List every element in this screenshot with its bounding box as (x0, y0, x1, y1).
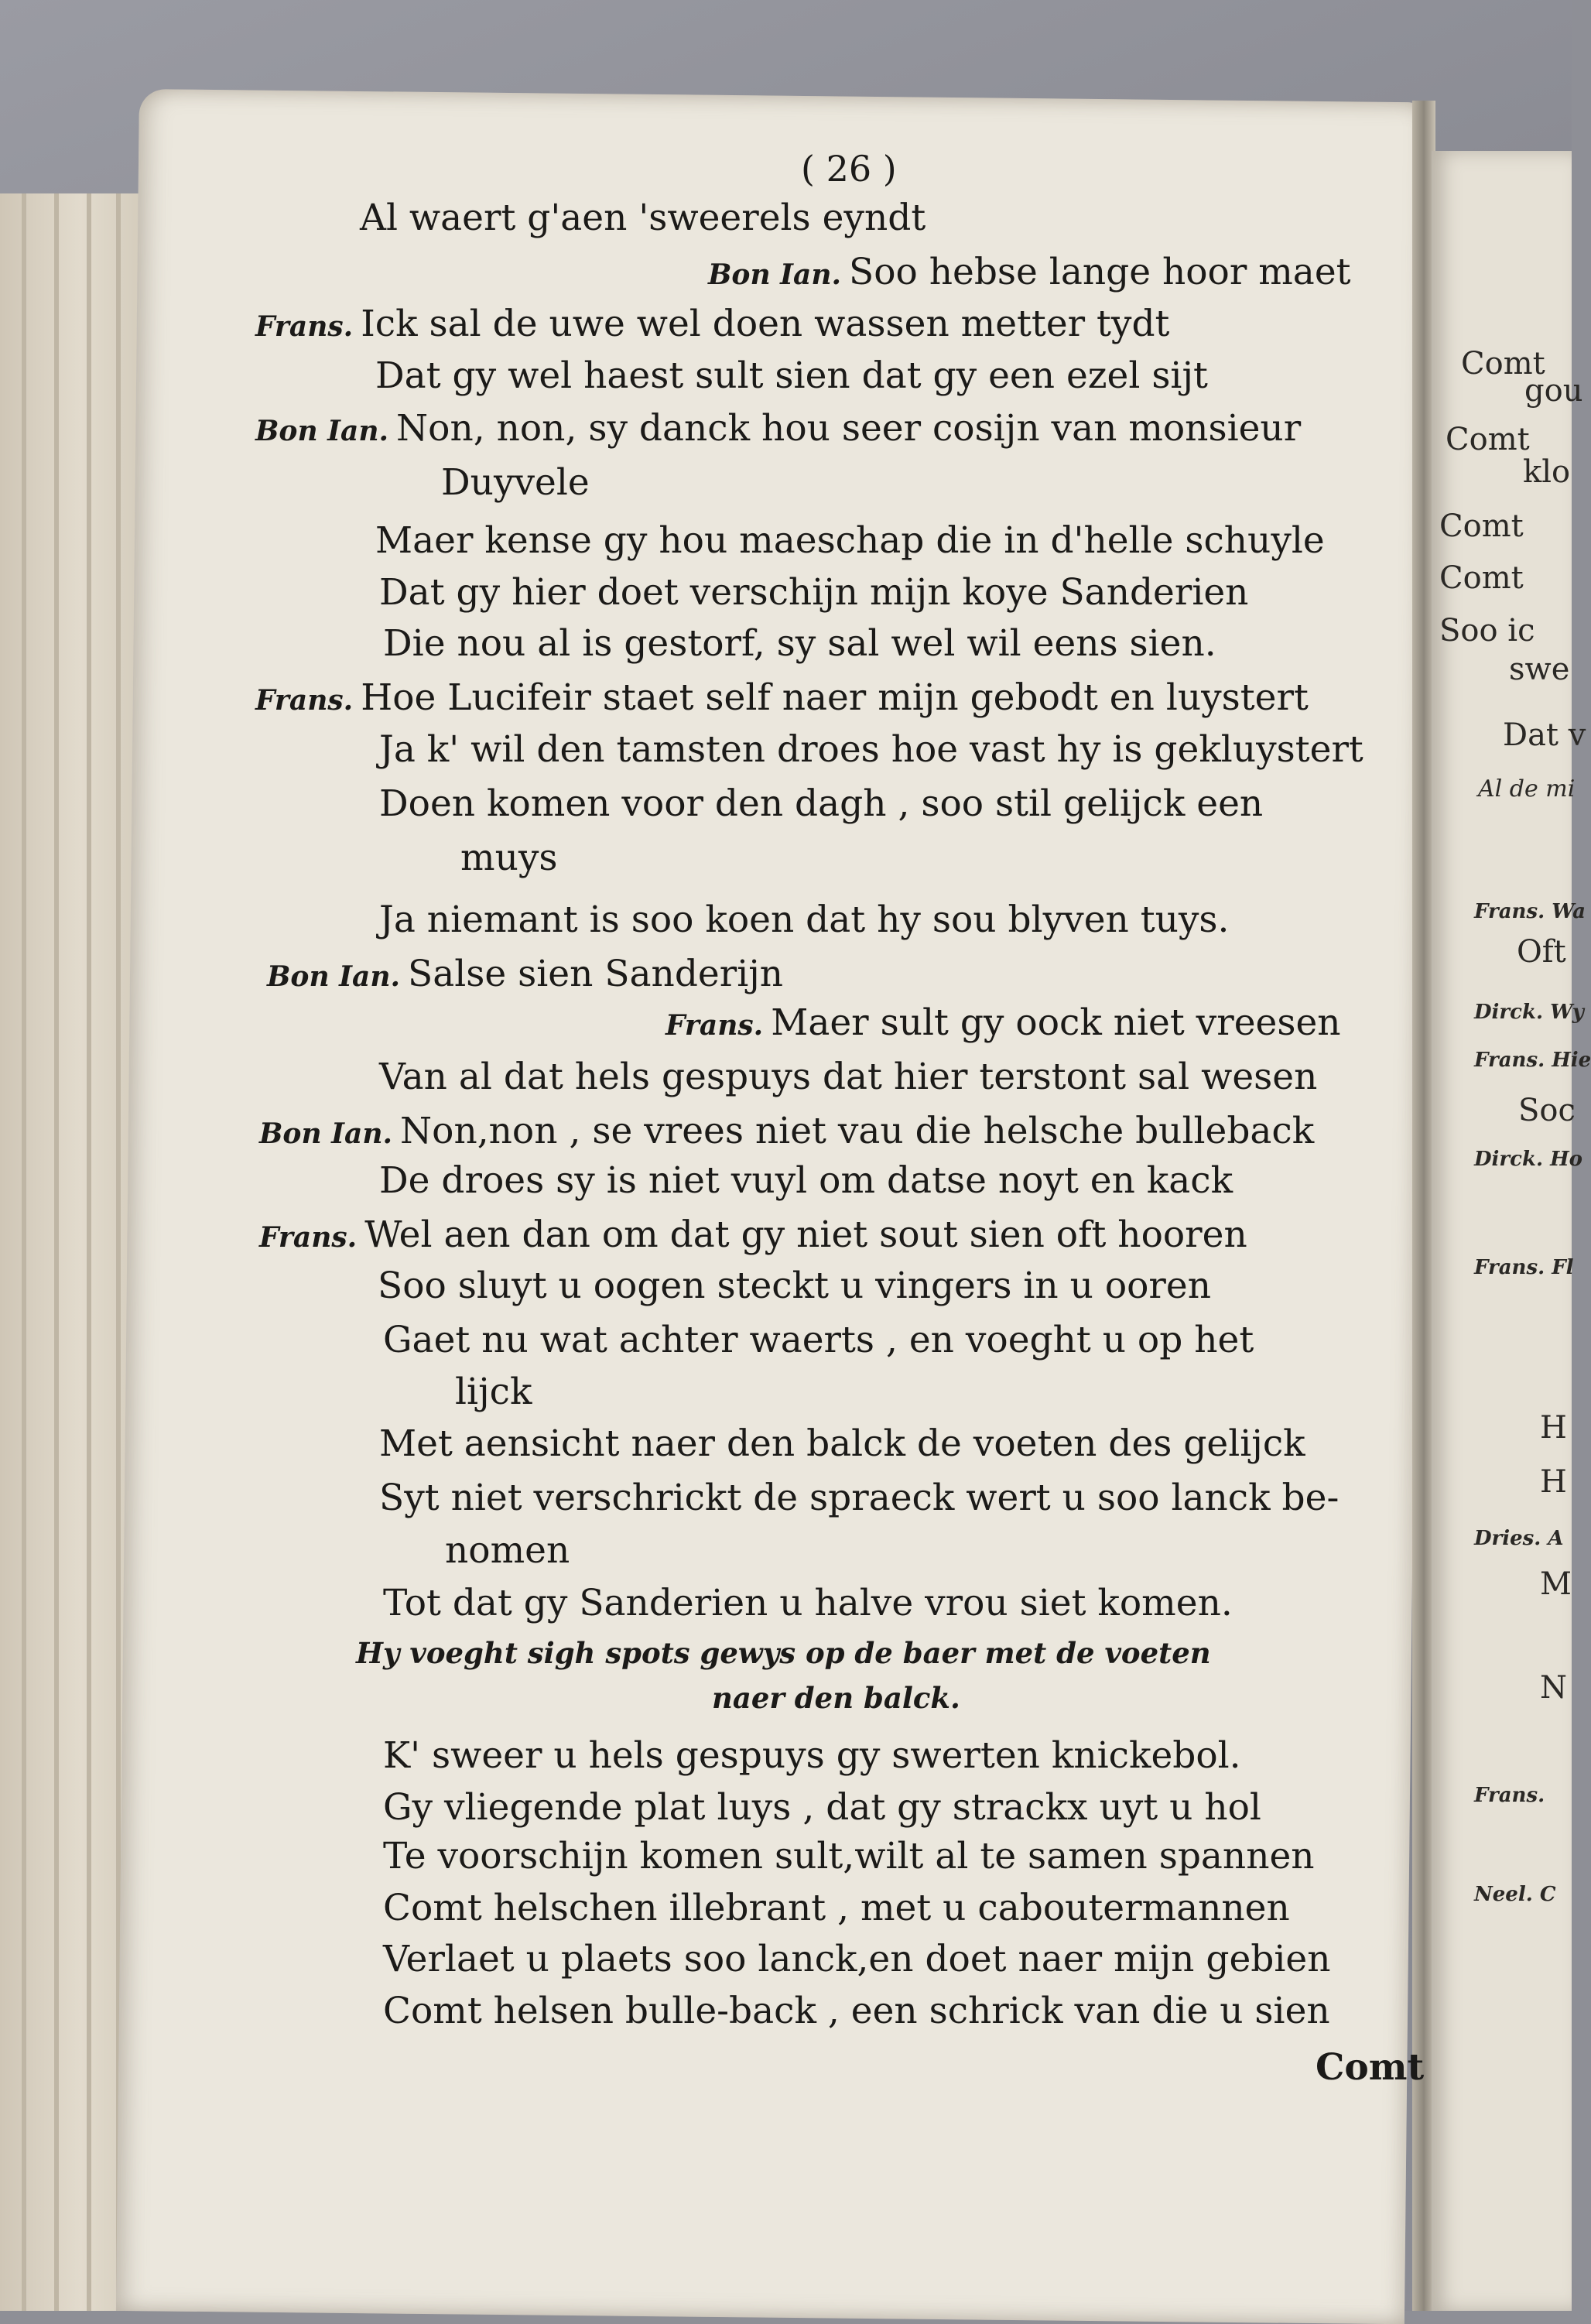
line-text: Ick sal de uwe wel doen wassen metter tydt (361, 303, 1170, 345)
verse-line (375, 354, 1208, 397)
line-text: Hoe Lucifeir staet self naer mijn gebodt en luystert (361, 676, 1309, 719)
verse-line (379, 1477, 1340, 1519)
line-text: Gy vliegende plat luys , dat gy strackx uyt u hol (383, 1786, 1261, 1829)
verse-line (383, 1990, 1330, 2032)
verse-line (383, 1734, 1241, 1777)
line-text: Soo hebse lange hoor maet (849, 251, 1351, 293)
line-text: K' sweer u hels gespuys gy swerten knickebol. (383, 1734, 1241, 1777)
speaker-label: Frans. (255, 684, 354, 717)
facing-text: swe (1509, 652, 1570, 687)
facing-text: Comt (1439, 560, 1524, 596)
facing-text: Comt (1439, 508, 1524, 544)
facing-text: gou (1524, 373, 1583, 409)
speaker-label: Bon Ian. (267, 960, 401, 993)
facing-text: H (1540, 1464, 1567, 1500)
page-edge (22, 193, 26, 2311)
line-text: Verlaet u plaets soo lanck,en doet naer mijn gebien (383, 1938, 1331, 1980)
verse-line (460, 837, 558, 879)
line-text: Duyvele (441, 461, 590, 504)
verse-line (255, 676, 1309, 719)
verse-line (383, 1786, 1261, 1829)
line-text: Te voorschijn komen sult,wilt al te samen spannen (383, 1835, 1315, 1877)
verse-line (383, 1582, 1233, 1624)
line-text: Non,non , se vrees niet vau die helsche bulleback (400, 1110, 1315, 1152)
verse-line (383, 1938, 1331, 1980)
speaker-label: Frans. (665, 1009, 764, 1042)
verse-line (375, 519, 1325, 562)
facing-speaker: Dries. A (1474, 1527, 1564, 1550)
verse-line (383, 1835, 1315, 1877)
line-text: Syt niet verschrickt de spraeck wert u soo lanck be- (379, 1477, 1340, 1519)
line-text: Al waert g'aen 'sweerels eyndt (360, 197, 926, 239)
facing-speaker: Neel. C (1474, 1883, 1556, 1906)
facing-text: klo (1523, 454, 1571, 490)
facing-page (1432, 151, 1591, 2311)
line-text: Dat gy hier doet verschijn mijn koye Sanderien (379, 571, 1249, 614)
verse-line (259, 1213, 1247, 1256)
verse-line (255, 303, 1170, 345)
verse-line (379, 1159, 1233, 1202)
speaker-label: Frans. (259, 1221, 358, 1254)
facing-text: Comt (1446, 422, 1530, 457)
line-text: De droes sy is niet vuyl om datse noyt en kack (379, 1159, 1233, 1202)
verse-line (255, 407, 1302, 450)
facing-text: Comt (1461, 346, 1545, 382)
facing-speaker: Frans. Hie (1474, 1049, 1591, 1072)
facing-speaker: Frans. Fl (1474, 1256, 1574, 1279)
verse-line (360, 197, 926, 239)
facing-text: N (1540, 1670, 1567, 1706)
line-text: Ja niemant is soo koen dat hy sou blyven tuys. (379, 898, 1230, 941)
line-text: Dat gy wel haest sult sien dat gy een ezel sijt (375, 354, 1208, 397)
verse-line (379, 571, 1249, 614)
verse-line (441, 461, 590, 504)
speaker-label: Frans. (255, 310, 354, 343)
verse-line (379, 1056, 1318, 1098)
line-text: Soo sluyt u oogen steckt u vingers in u ooren (378, 1265, 1211, 1307)
line-text: Comt helsen bulle-back , een schrick van die u sien (383, 1990, 1330, 2032)
line-text: Ja k' wil den tamsten droes hoe vast hy is gekluystert (379, 728, 1363, 771)
line-text: Wel aen dan om dat gy niet sout sien oft hooren (364, 1213, 1247, 1256)
line-text: Maer kense gy hou maeschap die in d'helle schuyle (375, 519, 1325, 562)
verse-line (665, 1001, 1341, 1044)
facing-speaker: Frans. Wa (1474, 900, 1586, 923)
verse-line (708, 251, 1351, 293)
line-text: Salse sien Sanderijn (408, 953, 784, 995)
stage-direction-text: naer den balck. (712, 1681, 960, 1715)
verse-line (379, 782, 1264, 825)
facing-text: M (1540, 1566, 1572, 1602)
line-text: lijck (455, 1371, 532, 1413)
facing-text: Soc (1518, 1093, 1576, 1128)
stage-direction-text: Hy voeght sigh spots gewys op de baer met de voeten (356, 1636, 1211, 1670)
verse-line (445, 1529, 570, 1572)
line-text: Tot dat gy Sanderien u halve vrou siet komen. (383, 1582, 1233, 1624)
line-text: Non, non, sy danck hou seer cosijn van monsieur (396, 407, 1302, 450)
verse-line (379, 1422, 1305, 1465)
line-text: Gaet nu wat achter waerts , en voeght u op het (383, 1319, 1254, 1361)
facing-text: Oft (1517, 934, 1566, 970)
verse-line (267, 953, 784, 995)
page-edge (87, 193, 91, 2311)
page-edge (54, 193, 59, 2311)
verse-line (378, 1265, 1211, 1307)
line-text: nomen (445, 1529, 570, 1572)
facing-text: Soo ic (1439, 613, 1535, 649)
line-text: Die nou al is gestorf, sy sal wel wil eens sien. (383, 622, 1216, 665)
verse-line (379, 898, 1230, 941)
speaker-label: Bon Ian. (255, 415, 389, 447)
stage-direction (356, 1636, 1211, 1670)
catchword: Comt (1316, 2046, 1425, 2089)
line-text: Maer sult gy oock niet vreesen (771, 1001, 1341, 1044)
page-number: ( 26 ) (801, 148, 897, 190)
facing-text: H (1540, 1410, 1567, 1446)
speaker-label: Bon Ian. (708, 258, 842, 291)
verse-line (259, 1110, 1315, 1152)
line-text: Van al dat hels gespuys dat hier terstont sal wesen (379, 1056, 1318, 1098)
verse-line (383, 622, 1216, 665)
speaker-label: Bon Ian. (259, 1118, 393, 1150)
verse-line (383, 1319, 1254, 1361)
verse-line (455, 1371, 532, 1413)
verse-line (383, 1887, 1290, 1929)
stage-direction (712, 1681, 960, 1715)
line-text: Doen komen voor den dagh , soo stil gelijck een (379, 782, 1264, 825)
facing-speaker: Frans. (1474, 1784, 1545, 1807)
line-text: Comt helschen illebrant , met u caboutermannen (383, 1887, 1290, 1929)
verse-line (379, 728, 1363, 771)
facing-text: Al de mi (1478, 775, 1576, 803)
line-text: Met aensicht naer den balck de voeten des gelijck (379, 1422, 1305, 1465)
line-text: muys (460, 837, 558, 879)
facing-text: Dat v (1503, 717, 1586, 753)
facing-speaker: Dirck. Wy (1474, 1001, 1584, 1024)
facing-speaker: Dirck. Ho (1474, 1148, 1582, 1171)
